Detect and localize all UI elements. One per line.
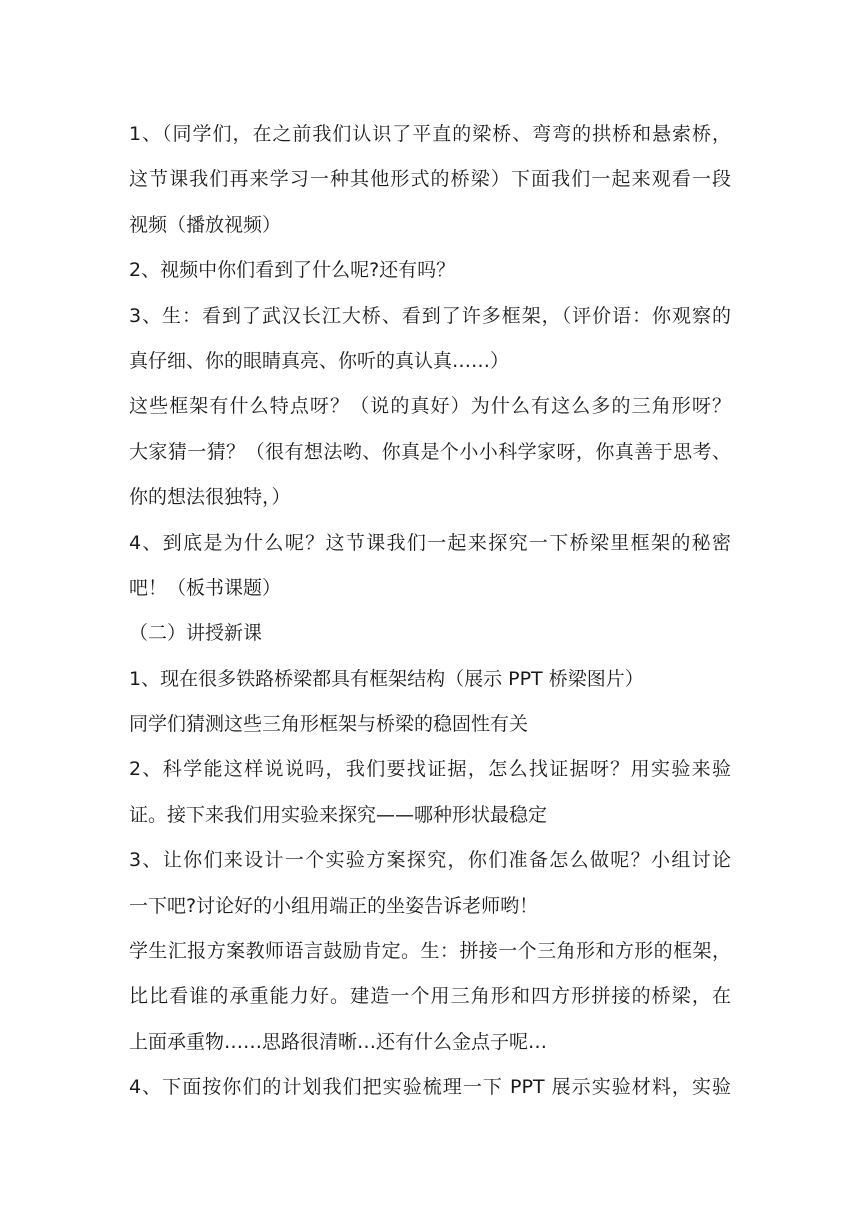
text-line: 吧！（板书课题） — [129, 576, 282, 599]
text-line: 4、到底是为什么呢？这节课我们一起来探究一下桥梁里框架的秘密 — [129, 531, 731, 554]
text-line: 比比看谁的承重能力好。建造一个用三角形和四方形拼接的桥梁，在 — [129, 985, 731, 1008]
text-line: 3、生：看到了武汉长江大桥、看到了许多框架，（评价语：你观察的 — [129, 304, 731, 327]
text-line: 上面承重物……思路很清晰…还有什么金点子呢… — [129, 1030, 548, 1053]
text-line: 你的想法很独特，） — [129, 486, 291, 509]
text-line: 证。接下来我们用实验来探究——哪种形状最稳定 — [129, 803, 548, 826]
text-line: 3、让你们来设计一个实验方案探究，你们准备怎么做呢？小组讨论 — [129, 849, 731, 872]
text-line: 1、现在很多铁路桥梁都具有框架结构（展示 PPT 桥梁图片） — [129, 667, 644, 690]
text-line: 大家猜一猜？（很有想法哟、你真是个小小科学家呀，你真善于思考、 — [129, 440, 731, 463]
text-line: 2、科学能这样说说吗，我们要找证据，怎么找证据呀？用实验来验 — [129, 758, 731, 781]
text-line: 一下吧?讨论好的小组用端正的坐姿告诉老师哟！ — [129, 894, 539, 917]
text-line: 这节课我们再来学习一种其他形式的桥梁）下面我们一起来观看一段 — [129, 168, 731, 191]
text-line: 1、（同学们，在之前我们认识了平直的梁桥、弯弯的拱桥和悬索桥， — [129, 123, 731, 145]
section-heading: （二）讲授新课 — [129, 622, 263, 645]
text-line: 视频（播放视频） — [129, 213, 282, 236]
text-line: 学生汇报方案教师语言鼓励肯定。生：拼接一个三角形和方形的框架， — [129, 940, 731, 963]
text-line: 2、视频中你们看到了什么呢?还有吗？ — [129, 259, 456, 282]
lesson-plan-text — [129, 112, 731, 1111]
text-line: 同学们猜测这些三角形框架与桥梁的稳固性有关 — [129, 713, 529, 736]
text-line: 这些框架有什么特点呀？（说的真好）为什么有这么多的三角形呀？ — [129, 395, 731, 418]
text-line: 真仔细、你的眼睛真亮、你听的真认真……） — [129, 349, 510, 372]
text-line: 4、下面按你们的计划我们把实验梳理一下 PPT 展示实验材料，实验 — [129, 1076, 731, 1099]
